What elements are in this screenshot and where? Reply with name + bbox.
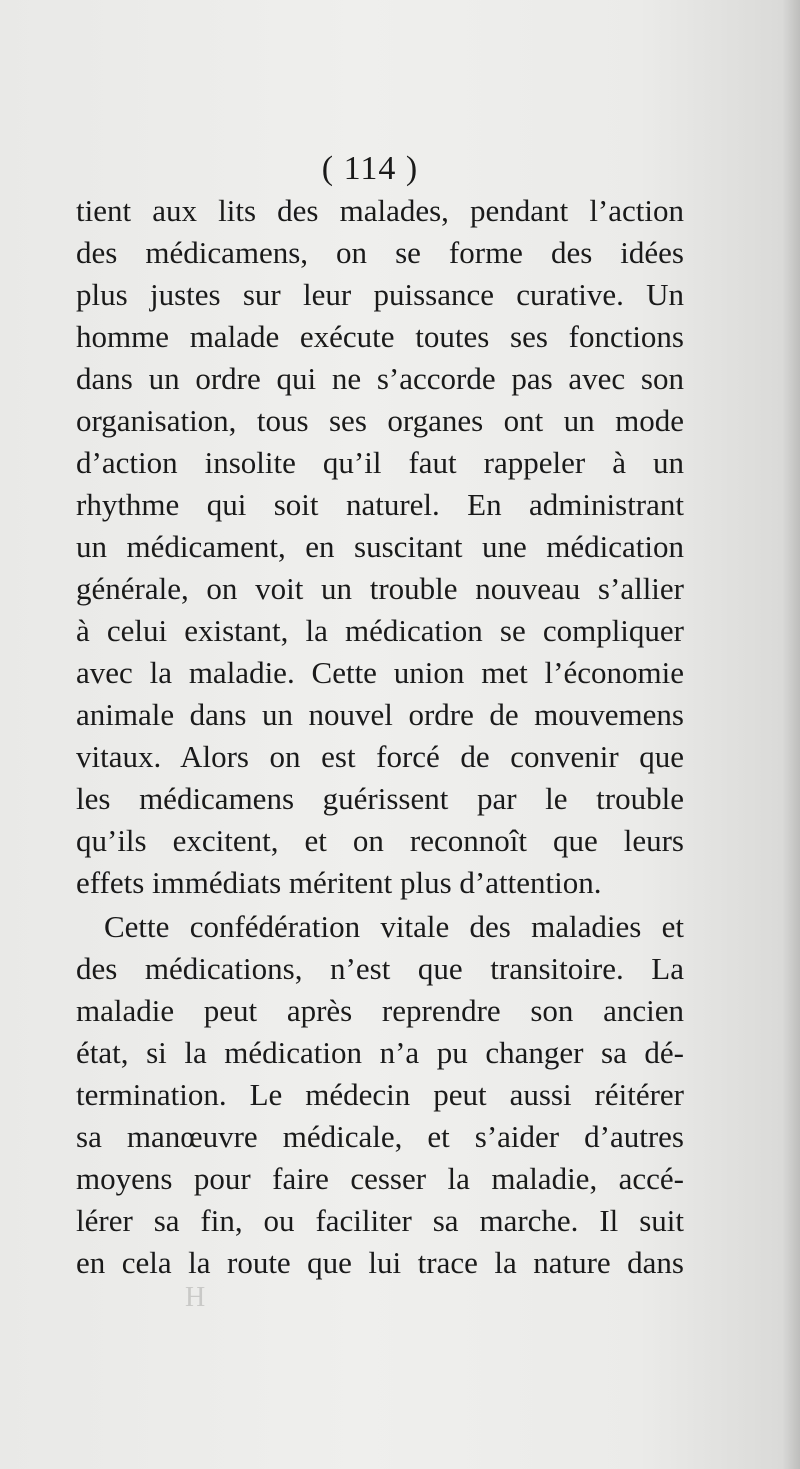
text-line: qu’ils excitent, et on reconnoît que leurs (76, 823, 684, 858)
text-line: maladie peut après reprendre son ancien (76, 993, 684, 1028)
body-text (76, 190, 684, 1326)
text-line: un médicament, en suscitant une médication (76, 529, 684, 564)
text-line (76, 1284, 684, 1326)
page-edge-shadow (782, 0, 800, 1469)
text-line: sa manœuvre médicale, et s’aider d’autres (76, 1119, 684, 1154)
text-line: lérer sa fin, ou faciliter sa marche. Il suit (76, 1203, 684, 1238)
signature-mark: H (185, 1282, 206, 1313)
text-line: tient aux lits des malades, pendant l’action (76, 193, 684, 228)
text-line: des médications, n’est que transitoire. La (76, 951, 684, 986)
text-line: plus justes sur leur puissance curative. Un (76, 277, 684, 312)
text-line: effets immédiats méritent plus d’attention. (76, 865, 602, 900)
text-line: rhythme qui soit naturel. En administrant (76, 487, 684, 522)
text-line: vitaux. Alors on est forcé de convenir que (76, 739, 684, 774)
page-number: ( 114 ) (321, 150, 419, 187)
text-line: moyens pour faire cesser la maladie, accé- (76, 1161, 684, 1196)
text-line: état, si la médication n’a pu changer sa dé- (76, 1035, 684, 1070)
text-line: dans un ordre qui ne s’accorde pas avec son (76, 361, 684, 396)
text-line: termination. Le médecin peut aussi réitérer (76, 1077, 684, 1112)
paragraph-2 (76, 906, 684, 1326)
text-line: organisation, tous ses organes ont un mode (76, 403, 684, 438)
text-line: générale, on voit un trouble nouveau s’allier (76, 571, 684, 606)
text-line: des médicamens, on se forme des idées (76, 235, 684, 270)
text-line: d’action insolite qu’il faut rappeler à un (76, 445, 684, 480)
text-line: en cela la route que lui trace la nature dans (76, 1245, 684, 1280)
paragraph-1 (76, 190, 684, 904)
text-line: Cette confédération vitale des maladies et (104, 909, 684, 944)
text-line: animale dans un nouvel ordre de mouvemens (76, 697, 684, 732)
text-line: homme malade exécute toutes ses fonctions (76, 319, 684, 354)
text-line: à celui existant, la médication se compliquer (76, 613, 684, 648)
text-line: avec la maladie. Cette union met l’économie (76, 655, 684, 690)
text-line: les médicamens guérissent par le trouble (76, 781, 684, 816)
